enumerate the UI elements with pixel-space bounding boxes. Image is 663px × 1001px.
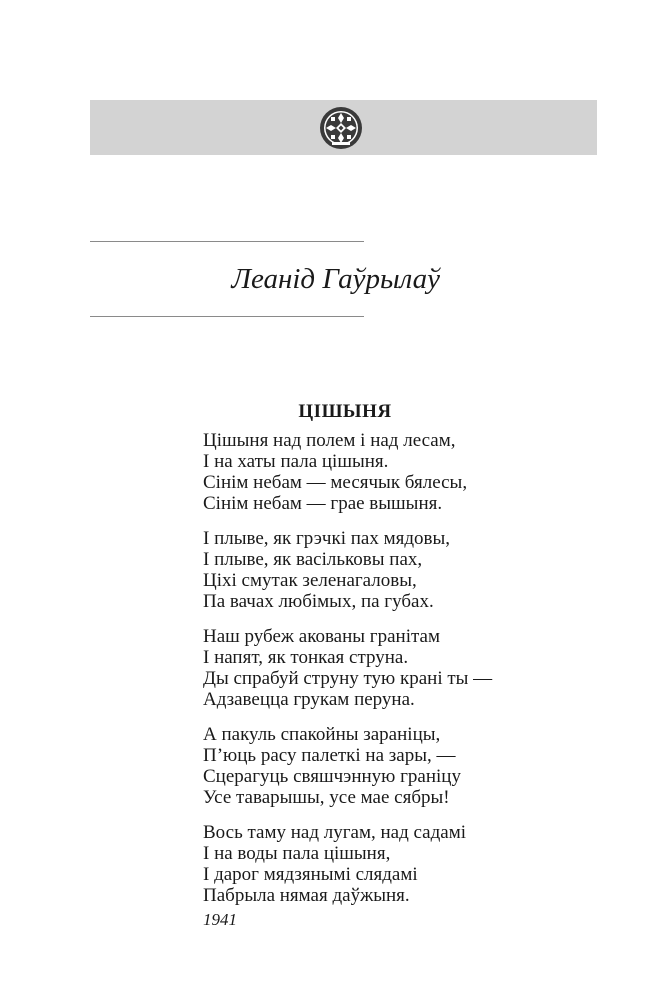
poem-line: П’юць расу палеткі на зары, — (203, 745, 456, 766)
stanza (203, 724, 583, 808)
poem-line: Пабрыла нямая даўжыня. (203, 885, 410, 906)
poem-line: Ды спрабуй струну тую крані ты — (203, 668, 493, 689)
poem-line: Адзавецца грукам перуна. (203, 689, 415, 710)
poem-title: ЦІШЫНЯ (298, 401, 392, 422)
poem-date: 1941 (203, 910, 237, 929)
stanza (203, 528, 583, 612)
stanza (203, 626, 583, 710)
poem-line: І напят, як тонкая струна. (203, 647, 409, 668)
poem-line: Наш рубеж акованы гранітам (203, 626, 440, 647)
poem-line: Ціхі смутак зеленагаловы, (203, 570, 417, 591)
bottom-rule (90, 316, 364, 317)
poem-line: Па вачах любімых, па губах. (203, 591, 434, 612)
stanza (203, 822, 583, 906)
poem-line: Сінім небам — грае вышыня. (203, 493, 443, 514)
poem-line: І дарог мядзянымі слядамі (203, 864, 418, 885)
author-name: Леанід Гаўрылаў (231, 263, 440, 295)
poem-line: Усе таварышы, усе мае сябры! (203, 787, 450, 808)
stanza (203, 430, 583, 514)
poem-body (203, 430, 583, 930)
top-rule (90, 241, 364, 242)
poem-line: Вось таму над лугам, над садамі (203, 822, 467, 843)
poem-line: І на хаты пала цішыня. (203, 451, 389, 472)
poem-line: А пакуль спакойны зараніцы, (203, 724, 441, 745)
ornament-emblem-icon (319, 106, 363, 150)
poem-line: І на воды пала цішыня, (203, 843, 391, 864)
poem-line: І плыве, як васільковы пах, (203, 549, 423, 570)
poem-line: І плыве, як грэчкі пах мядовы, (203, 528, 451, 549)
poem-line: Сцерагуць свяшчэнную граніцу (203, 766, 461, 787)
poem-line: Сінім небам — месячык бялесы, (203, 472, 468, 493)
poem-line: Цішыня над полем і над лесам, (203, 430, 456, 451)
